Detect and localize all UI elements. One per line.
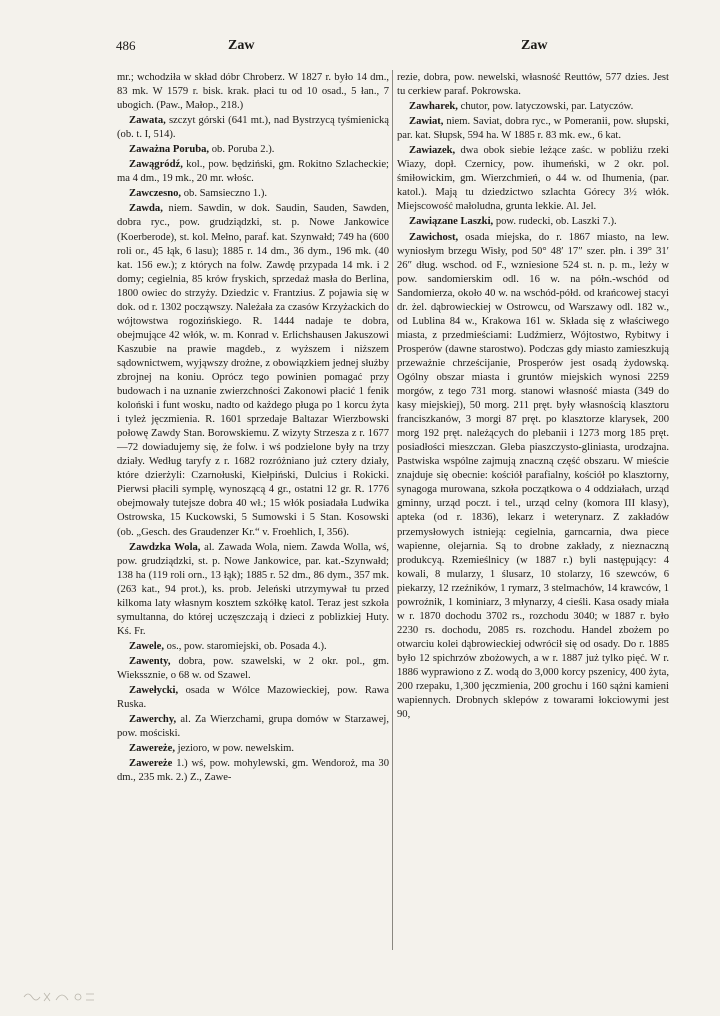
entry [397,144,669,214]
entry [117,71,389,113]
entry [117,114,389,142]
entry-text: osada w Wólce Mazowieckiej, pow. Rawa Ruska. [117,685,389,711]
entry-text: dwa obok siebie leżące zaśc. w pobliżu rzeki Wiazy, dopł. Czernicy, pow. ihumeński, w 2 okr. pol. śmiłowickim, gm. Wierzchmień, o 44 w. od Ihumenia, (par. katol.). Mają tu dziedzictwo szlachta Górecy 3½ włók. Miejscowość małoludna, grunta lekkie. Al. Jel. [397,145,669,213]
right-column [397,71,669,723]
entry [397,71,669,99]
entry [117,757,389,785]
entry-headword: Zawata, [129,115,166,127]
entry-text: chutor, pow. latyczowski, par. Latyczów. [460,101,634,113]
entry [397,215,669,229]
entry-text: al. Za Wierzchami, grupa domów w Starzawej, pow. mościski. [117,714,389,740]
library-stamp-mark [20,988,100,1006]
entry-headword: Zawele, [129,640,165,652]
entry-headword: Zawda, [129,203,163,215]
entry [117,742,389,756]
entry-headword: Zawełycki, [129,685,179,697]
entry [397,115,669,143]
entry-text: ob. Samsieczno 1.). [183,188,268,200]
entry [117,684,389,712]
entry-headword: Zawenty, [129,655,171,667]
entry-text: al. Zawada Wola, niem. Zawda Wolla, wś, pow. grudziądzki, st. p. Nowe Jankowice, par. kat.-Szynwałd; 138 ha (119 roli orn., 13 łąk); 1885 r. 52 dm., 86 dym., 357 mk. (263 kat., 94 prot.), ks. prob. Jeleński utrzymywał tu przed kilkoma laty własnym kosztem szkółkę katol. Teraz jest szkoła symultanna, do której uczęszczają i dzieci z poblizkiej Huty. Kś. Fr. [117,541,389,637]
entry-text: niem. Sawdin, w dok. Saudin, Sauden, Sawden, dobra ryc., pow. grudziądzki, st. p. Nowe Jankowice (Koerberode), st. kol. Mełno, paraf. kat. Szynwałd; 749 ha (600 roli or., 45 łąk, 6 lasu); 1885 r. 14 dm., 36 dym., 196 mk. (40 kat. 156 ew.); z których na folw. Zawdę przypada 14 mk. i 2 domy; cegielnia, 85 krów fryskich, sprzedaż masła do Berlina, 1800 owiec do strzyży. Dziedzic v. Frantzius. Z pojawia się w dok. od r. 1302 począwszy. Należała za czasów Krzyżackich do wójtowstwa rogozińskiego. R. 1444 nadaje te dobra, obejmujące 42 włók, w. m. Konrad v. Erlichshausen Jakuszowi Kaszubie na prawie magdeb., z wyższem i niższem sądownictwem, wyjąwszy drożne, z obowiązkiem jednej służby zbrojnej na koniu. Oprócz tego powinien pomagać przy budowach i na uznanie zwierzchności Zakonowi płacić 1 fenik koloński i funt wosku, nadto od każdego pługa po 1 korcu żyta i tyleż jęczmienia. R. 1601 sprzedaje Baltazar Wierzbowski połowę Zawdy Stan. Borowskiemu. Z wizyty Strzesza z r. 1677—72 dowiadujemy się, że folw. i wś podzielone były na trzy działy. Według taryfy z r. 1682 rozróżniano już cztery działy, które dzierżyli: Czarnołuski, Kiełpiński, Dulcius i Rokicki. Pierwsi płacili symplę, wynoszącą 4 gr., ostatni 12 gr. R. 1776 obejmowały tutejsze dobra 40 wł.; 15 włók posiadała Ludwika Ostrowska, 15 Kuckowski, 5 Sumowski i 5 Stan. Kosowski (ob. „Gesch. des Graudenzer Kr.“ v. Froehlich, I, 356). [117,203,389,538]
entry [117,158,389,186]
entry-text: 1.) wś, pow. mohylewski, gm. Wendoroż, ma 30 dm., 235 mk. 2.) Z., Zawe- [117,758,389,784]
entry-headword: Zawdzka Wola, [129,541,201,553]
right-running-headword: Zaw [521,38,548,53]
entry-text: jezioro, w pow. newelskim. [177,743,295,755]
entry [117,202,389,539]
entry-text: niem. Saviat, dobra ryc., w Pomeranii, pow. słupski, par. kat. Słupsk, 594 ha. W 1885 r. 83 mk. ew., 6 kat. [397,116,669,142]
entry-headword: Zawharek, [409,101,458,113]
entry-headword: Zawczesno, [129,188,182,200]
entry-text: szczyt górski (641 mt.), nad Bystrzycą tyśmienicką (ob. t. I, 514). [117,115,389,141]
entry-headword: Zawichost, [409,231,459,243]
entry-headword: Zawerchy, [129,714,177,726]
entry-headword: Zawągródź, [129,159,183,171]
entry-headword: Zawiazek, [409,145,456,157]
entry-headword: Zawereże, [129,743,175,755]
entry-text: kol., pow. będziński, gm. Rokitno Szlacheckie; ma 4 dm., 19 mk., 20 mr. włośc. [117,159,389,185]
entry [117,187,389,201]
left-column [117,71,389,786]
page-header [0,38,720,60]
entry-headword: Zawereże [129,758,173,770]
entry [117,713,389,741]
page-number: 486 [116,38,136,53]
entry-text: rezie, dobra, pow. newelski, własność Reuttów, 577 dzies. Jest tu cerkiew paraf. Pokrowska. [397,72,669,98]
entry [117,640,389,654]
entry-text: pow. rudecki, ob. Laszki 7.). [495,216,617,228]
left-running-headword: Zaw [228,38,255,53]
entry [397,100,669,114]
entry-text: dobra, pow. szawelski, w 2 okr. pol., gm. Wiekssznie, o 68 w. od Szawel. [117,655,390,681]
entry-headword: Zaważna Poruba, [129,144,210,156]
entry-text: ob. Poruba 2.). [211,144,275,156]
entry [117,143,389,157]
column-divider [392,70,393,950]
entry-headword: Zawiat, [409,116,444,128]
entry-text: osada miejska, do r. 1867 miasto, na lew. wyniosłym brzegu Wisły, pod 50° 48′ 17″ szer. płn. i 39° 31′ 26″ dług. wschod. od F., wzniesione 524 st. n. p. m., leży w pow. sandomierskim odl. 16 w. na półn.-wschód od Sandomierza, około 40 w. na wschód-półd. od krańcowej stacyi dr. żel. dąbrowieckiej w Ostrowcu, od Warszawy odl. 182 w., od Lublina 84 w., Krakowa 161 w. Składa się z właściwego miasta, z przedmieściami: Ludźmierz, Wójtostwo, Rybitwy i Prosperów (dawne starostwo). Podczas gdy miasto zamieszkują przeważnie chrześcijanie, Prosperów jest osadą żydowską. Ogólny obszar miasta i gruntów miejskich wynosi 2259 morgów, z tego 731 morg. stanowi własność miasta (349 do kasy miejskiej), 50 morg. 211 pręt. były własnością klasztoru franciszkanów, 3 morgi 87 pręt. po klasztorze klarysek, 200 morg 192 pręt. należących do plebanii i 1273 morg 185 pręt. posiadłości mieszczan. Gleba piaszczysto-gliniasta, urodzajna. Pastwiska wspólne zajmują znaczną część obszaru. W mieście znajduje się obecnie: kościół parafialny, kościół po klasztorny, synagoga murowana, szkoła początkowa o 4 oddziałach, urząd gminny, urząd poczt. i tel., urząd celny (komora III klasy), apteka (od r. 1836), lekarz i weterynarz. Z zakładów przemysłowych istnieją: cegielnia, garncarnia, dwa piece wapienne, olejarnia. Są to drobne zakłady, z nieznaczną produkcyą. Rzemieślnicy (w 1887 r.) byli następujący: 4 kowali, 8 mularzy, 1 ślusarz, 10 stolarzy, 16 szewców, 6 piekarzy, 12 rzeźników, 1 rymarz, 3 stelmachów, 14 krawców, 1 powroźnik, 1 kominiarz, 3 młynarzy, 4 cieśli. Kasa osady miała w r. 1870 dochodu 3702 rs., rozchodu 3040; w 1887 r. było 2230 rs. dochodu, 2085 rs. rozchodu. Handel zbożem po otwarciu kolei dąbrowieckiej odwrócił się od osady. Do r. 1885 było 12 spichrzów zbożowych, a w r. 1887 już tylko pięć. W r. 1886 wyprawiono z Z. wodą do 3,000 korcy pszenicy, 400 żyta, 200 rzepaku, 1,300 jęczmienia, 200 grochu i 160 sążni kamieni wapiennych. Drobnych sklepów z towarami łokciowymi jest 90, [397,231,669,721]
entry-text: os., pow. staromiejski, ob. Posada 4.). [166,640,327,652]
entry-text: mr.; wchodziła w skład dóbr Chroberz. W 1827 r. było 14 dm., 83 mk. W 1579 r. bisk. krak. płaci tu od 10 osad., 5 łan., 7 ubogich. (Paw., Małop., 218.) [117,72,389,112]
entry [397,231,669,723]
entry [117,541,389,639]
entry [117,655,389,683]
entry-headword: Zawiązane Laszki, [409,216,494,228]
